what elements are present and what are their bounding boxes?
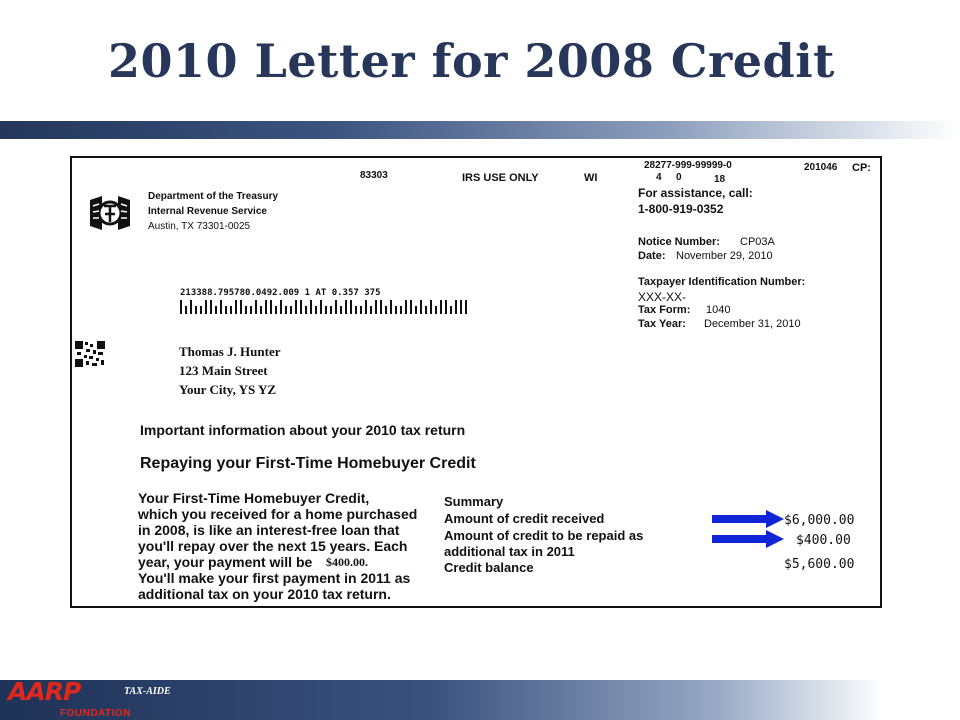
payment-amount: $400.00. [326, 555, 368, 569]
tax-form-value: 1040 [706, 304, 731, 316]
agency-line-1: Department of the Treasury [148, 191, 279, 202]
body-line-5: year, your payment will be [138, 554, 313, 570]
summary-line-3: additional tax in 2011 [444, 544, 575, 559]
body-line-1: Your First-Time Homebuyer Credit, [138, 490, 370, 506]
barcode-text: 213388.795780.0492.009 1 AT 0.357 375 [180, 288, 381, 298]
qr-code-icon [74, 340, 106, 368]
notice-number-label: Notice Number: [638, 236, 720, 248]
recipient-street: 123 Main Street [179, 363, 268, 378]
amount-received: $6,000.00 [784, 513, 855, 528]
summary-line-4: Credit balance [444, 560, 534, 575]
amount-balance: $5,600.00 [784, 557, 855, 572]
summary-line-2: Amount of credit to be repaid as [444, 528, 644, 543]
account-number: 28277-999-99999-0 [644, 160, 732, 171]
date-code: 201046 [804, 162, 838, 173]
state-code: WI [584, 172, 598, 184]
intro-line: Important information about your 2010 tax return [140, 422, 466, 438]
tin-label: Taxpayer Identification Number: [638, 276, 806, 288]
postal-barcode [180, 300, 470, 314]
notice-date-label: Date: [638, 250, 666, 262]
notice-number-value: CP03A [740, 236, 775, 248]
agency-line-2: Internal Revenue Service [148, 206, 267, 217]
office-code: 83303 [360, 170, 388, 181]
body-line-2: which you received for a home purchased [138, 506, 418, 522]
slide-title: 2010 Letter for 2008 Credit [108, 34, 835, 88]
aarp-logo: AARP [8, 677, 81, 706]
routing-code-b: 0 [676, 172, 682, 183]
letter-heading: Repaying your First-Time Homebuyer Credit [140, 455, 476, 472]
irs-letter-image [70, 156, 882, 608]
body-line-7: additional tax on your 2010 tax return. [138, 586, 391, 602]
body-line-3: in 2008, is like an interest-free loan that [138, 522, 400, 538]
irs-seal-icon [86, 192, 134, 234]
notice-date-value: November 29, 2010 [676, 250, 773, 262]
agency-line-3: Austin, TX 73301-0025 [148, 221, 251, 232]
body-line-4: you'll repay over the next 15 years. Each [138, 538, 408, 554]
assistance-label: For assistance, call: [638, 186, 753, 200]
recipient-name: Thomas J. Hunter [179, 344, 281, 359]
tax-year-label: Tax Year: [638, 318, 686, 330]
summary-line-1: Amount of credit received [444, 511, 605, 526]
tax-aide-label: TAX-AIDE [124, 686, 171, 697]
summary-title: Summary [444, 494, 504, 509]
tax-year-value: December 31, 2010 [704, 318, 801, 330]
amount-repaid: $400.00 [796, 533, 851, 548]
recipient-city: Your City, YS YZ [179, 382, 277, 397]
header-band [0, 121, 960, 139]
assistance-phone: 1-800-919-0352 [638, 202, 724, 216]
cp-label: CP: [852, 162, 871, 174]
aarp-foundation-label: FOUNDATION [60, 708, 131, 719]
arrow-icon-repaid [712, 530, 784, 548]
irs-use-only: IRS USE ONLY [462, 172, 539, 184]
body-line-6: You'll make your first payment in 2011 as [138, 570, 411, 586]
routing-code-a: 4 [656, 172, 662, 183]
routing-code-c: 18 [714, 174, 726, 185]
tin-value: XXX-XX- [638, 290, 687, 304]
arrow-icon-received [712, 510, 784, 528]
tax-form-label: Tax Form: [638, 304, 691, 316]
